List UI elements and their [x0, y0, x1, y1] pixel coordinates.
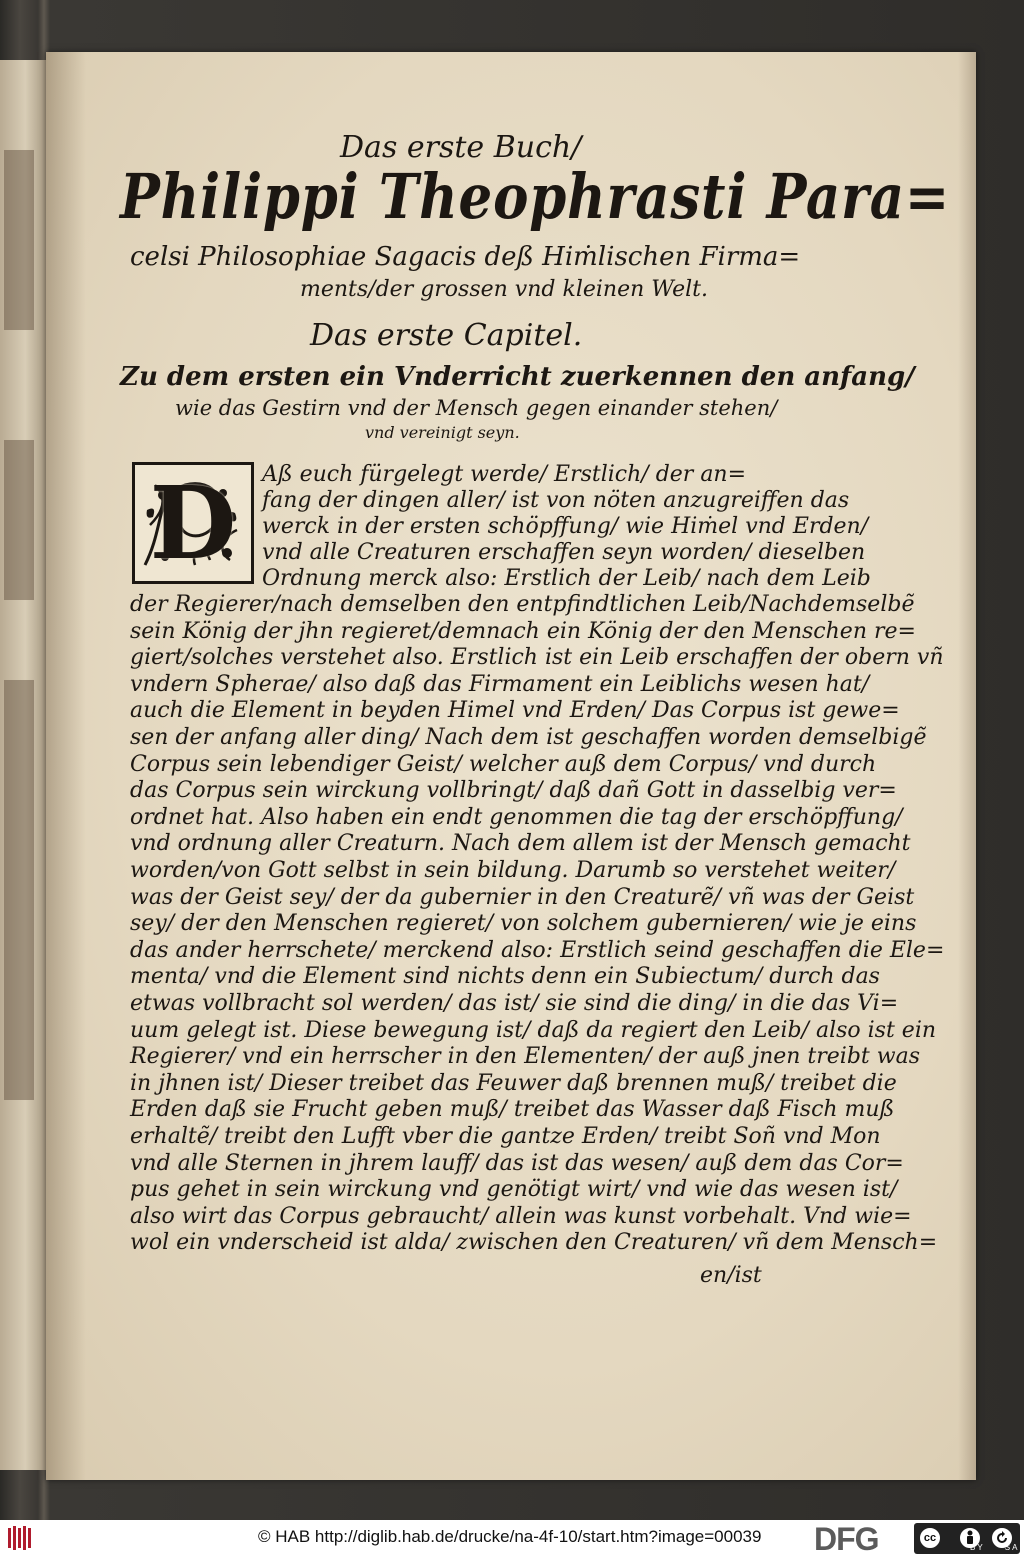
title-line-3: ments/der grossen vnd kleinen Welt. [300, 277, 708, 302]
text-line: erhaltẽ/ treibt den Lufft vber die gantze Erden/ treibt Soñ vnd Mon [130, 1124, 881, 1149]
ornamental-drop-cap [132, 462, 254, 584]
bleed-through [4, 680, 34, 1100]
text-line: ordnet hat. Also haben ein endt genommen die tag der erschöpffung/ [130, 804, 903, 830]
cc-by-label: BY [970, 1543, 985, 1552]
text-line: wol ein vnderscheid ist alda/ zwischen den Creaturen/ vñ dem Mensch= [130, 1230, 938, 1256]
text-line: vndern Spherae/ also daß das Firmament ein Leiblichs wesen hat/ [130, 671, 870, 697]
text-line: das Corpus sein wirckung vollbringt/ daß dañ Gott in dasselbig ver= [130, 778, 897, 804]
dfg-logo: DFG [814, 1521, 879, 1557]
text-line: sen der anfang aller ding/ Nach dem ist geschaffen worden demselbigẽ [130, 725, 927, 750]
cc-by-sa-icon[interactable] [914, 1523, 1020, 1554]
text-line: vnd ordnung aller Creaturn. Nach dem allem ist der Mensch gemacht [130, 831, 911, 857]
cc-license-labels [970, 1543, 1019, 1552]
text-line: Ordnung merck also: Erstlich der Leib/ nach dem Leib [262, 566, 871, 591]
bleed-through [4, 440, 34, 600]
text-line: in jhnen ist/ Dieser treibet das Feuwer daß brennen muß/ treibet die [130, 1070, 897, 1096]
text-line: Aß euch fürgelegt werde/ Erstlich/ der an= [262, 462, 747, 487]
chapter-subtitle-line-3: vnd vereinigt seyn. [365, 423, 520, 442]
text-line: Corpus sein lebendiger Geist/ welcher auß dem Corpus/ vnd durch [130, 751, 877, 777]
chapter-heading: Das erste Capitel. [310, 318, 583, 353]
text-line: Regierer/ vnd ein herrscher in den Elementen/ der auß jnen treibt was [130, 1044, 920, 1070]
hab-logo-icon [8, 1524, 34, 1552]
text-line: das ander herrschete/ merckend also: Erstlich seind geschaffen die Ele= [130, 937, 945, 963]
source-credit-link[interactable]: © HAB http://diglib.hab.de/drucke/na-4f-10/start.htm?image=00039 [258, 1527, 762, 1546]
page-edge-shadow [958, 52, 976, 1480]
text-line: vnd alle Creaturen erschaffen seyn worden/ dieselben [262, 540, 866, 565]
facing-page-edge [0, 60, 46, 1470]
text-line: sey/ der den Menschen regieret/ von solchem gubernieren/ wie je eins [130, 911, 917, 937]
text-line: der Regierer/nach demselben den entpfindtlichen Leib/Nachdemselbẽ [130, 592, 915, 617]
bleed-through [4, 150, 34, 330]
text-line: menta/ vnd die Element sind nichts denn ein Subiectum/ durch das [130, 964, 880, 990]
text-line: vnd alle Sternen in jhrem lauff/ das ist das wesen/ auß dem das Cor= [130, 1150, 904, 1176]
text-line: etwas vollbracht sol werden/ das ist/ sie sind die ding/ in die das Vi= [130, 991, 899, 1016]
text-line: werck in der ersten schöpffung/ wie Hiṁel vnd Erden/ [262, 514, 869, 539]
chapter-subtitle-line-1: Zu dem ersten ein Vnderricht zuerkennen den anfang/ [120, 362, 915, 392]
text-line: also wirt das Corpus gebraucht/ allein was kunst vorbehalt. Vnd wie= [130, 1203, 912, 1229]
drop-cap-letter: D [149, 464, 237, 582]
text-line: Erden daß sie Frucht geben muß/ treibet das Wasser daß Fisch muß [130, 1097, 895, 1123]
text-line: auch die Element in beyden Himel vnd Erden/ Das Corpus ist gewe= [130, 698, 900, 724]
text-line: worden/von Gott selbst in sein bildung. Darumb so verstehet weiter/ [130, 858, 896, 883]
viewer-footer [0, 1520, 1024, 1557]
book-heading: Das erste Buch/ [340, 130, 582, 165]
text-line: pus gehet in sein wirckung vnd genötigt wirt/ vnd wie das wesen ist/ [130, 1177, 898, 1203]
chapter-subtitle-line-2: wie das Gestirn vnd der Mensch gegen einander stehen/ [175, 396, 778, 420]
catchword: en/ist [700, 1263, 762, 1288]
text-line: was der Geist sey/ der da gubernier in den Creaturẽ/ vñ was der Geist [130, 884, 915, 910]
text-line: sein König der jhn regieret/demnach ein König der den Menschen re= [130, 618, 916, 644]
text-line: giert/solches verstehet also. Erstlich ist ein Leib erschaffen der obern vñ [130, 645, 944, 671]
cc-sa-label: SA [1004, 1543, 1020, 1552]
gutter-shadow [46, 52, 86, 1480]
title-line-1: Philippi Theophrasti Para= [120, 160, 951, 233]
title-line-2: celsi Philosophiae Sagacis deß Hiṁlischen Firma= [130, 242, 801, 272]
text-line: uum gelegt ist. Diese bewegung ist/ daß da regiert den Leib/ also ist ein [130, 1017, 937, 1043]
cc-icon: cc [918, 1526, 942, 1550]
text-line: fang der dingen aller/ ist von nöten anzugreiffen das [262, 488, 850, 513]
